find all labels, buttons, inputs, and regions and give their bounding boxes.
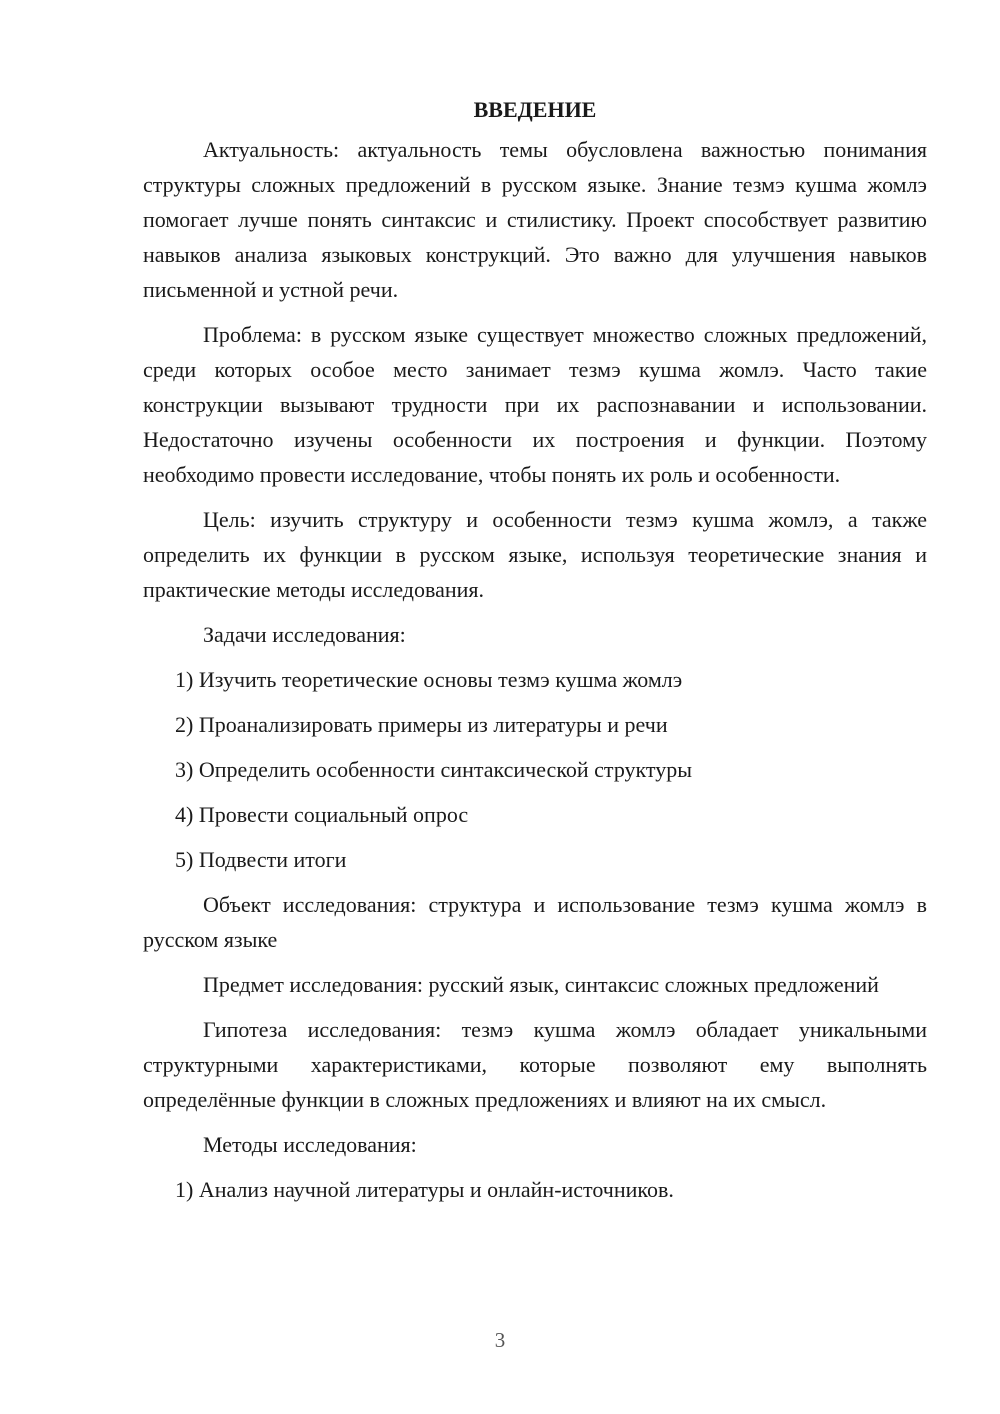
document-body: [143, 92, 927, 1217]
list-item: 2) Проанализировать примеры из литературы и речи: [175, 712, 668, 737]
paragraph-subject: Предмет исследования: русский язык, синтаксис сложных предложений: [203, 972, 879, 997]
list-item: 1) Изучить теоретические основы тезмэ кушма жомлэ: [175, 667, 683, 692]
list-item: 4) Провести социальный опрос: [175, 802, 469, 827]
section-title: ВВЕДЕНИЕ: [473, 97, 597, 122]
tasks-list: [143, 662, 927, 877]
paragraph-relevance: Актуальность: актуальность темы обусловлена важностью понимания структуры сложных предложений в русском языке. Знание тезмэ кушма жомлэ помогает лучше понять синтаксис и стилистику. Проект способствует развитию навыков анализа языковых конструкций. Это важно для улучшения навыков письменной и устной речи.: [143, 137, 927, 302]
list-item: 3) Определить особенности синтаксической структуры: [175, 757, 693, 782]
paragraph-object: Объект исследования: структура и использование тезмэ кушма жомлэ в русском языке: [143, 892, 927, 952]
paragraph-goal: Цель: изучить структуру и особенности тезмэ кушма жомлэ, а также определить их функции в русском языке, используя теоретические знания и практические методы исследования.: [143, 507, 927, 602]
page-number: 3: [494, 1328, 506, 1352]
list-item: 5) Подвести итоги: [175, 847, 347, 872]
methods-label: Методы исследования:: [203, 1132, 417, 1157]
list-item: 1) Анализ научной литературы и онлайн-источников.: [175, 1177, 674, 1202]
paragraph-problem: Проблема: в русском языке существует множество сложных предложений, среди которых особое место занимает тезмэ кушма жомлэ. Часто такие конструкции вызывают трудности при их распознавании и использовании. Недостаточно изучены особенности их построения и функции. Поэтому необходимо провести исследование, чтобы понять их роль и особенности.: [143, 322, 927, 487]
tasks-label: Задачи исследования:: [203, 622, 406, 647]
methods-list: [143, 1172, 927, 1207]
paragraph-hypothesis: Гипотеза исследования: тезмэ кушма жомлэ обладает уникальными структурными характеристиками, которые позволяют ему выполнять определённые функции в сложных предложениях и влияют на их смысл.: [143, 1017, 927, 1112]
